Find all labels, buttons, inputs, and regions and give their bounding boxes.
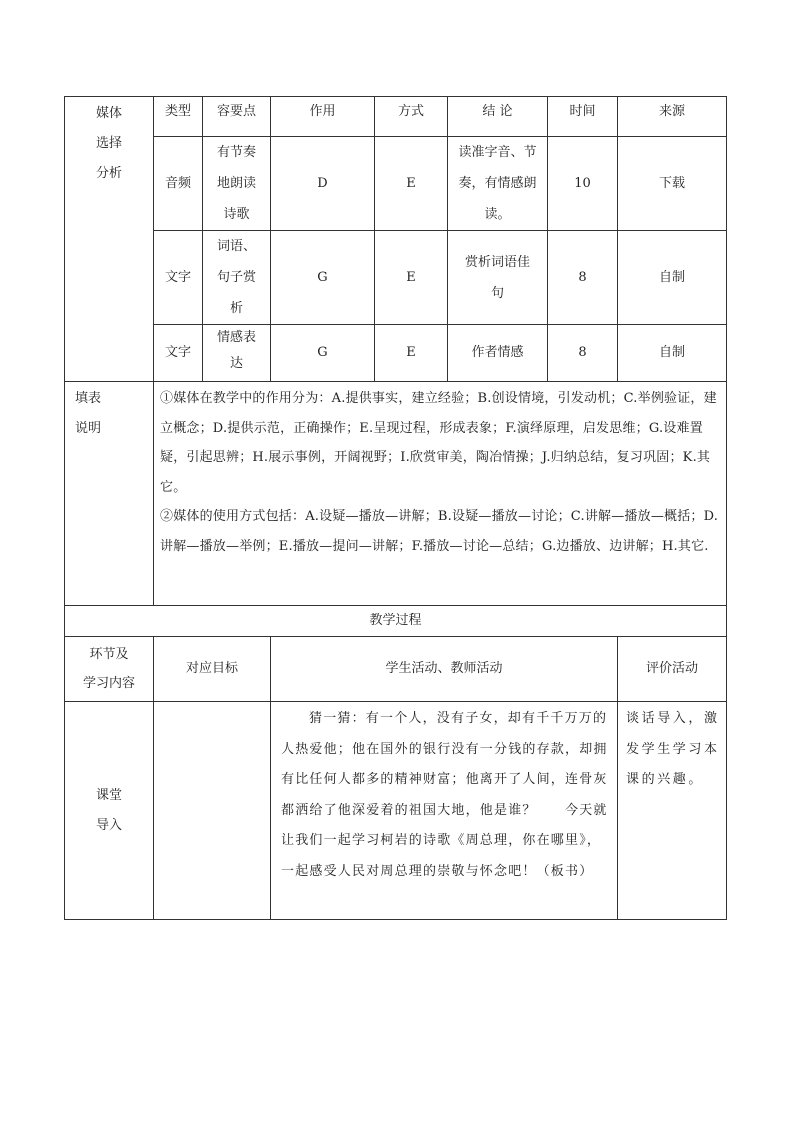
notes-row	[65, 382, 727, 606]
media-conclusion: 赏析词语佳 句	[448, 231, 548, 325]
notes-label: 填表 说明	[65, 382, 154, 606]
notes-paragraph-methods: ②媒体的使用方式包括：A.设疑—播放—讲解；B.设疑—播放—讨论；C.讲解—播放—概括；D.讲解—播放—举例；E.播放—提问—讲解；F.播放—讨论—总结；G.边播放、边讲解；H.其它.	[160, 509, 719, 554]
media-method: E	[375, 325, 448, 382]
process-title: 教学过程	[65, 606, 727, 637]
media-function: G	[271, 325, 375, 382]
media-content: 有节奏 地朗读 诗歌	[203, 137, 271, 231]
media-function: G	[271, 231, 375, 325]
activity-text: 猜一猜：有一个人，没有子女，却有千千万万的人热爱他；他在国外的银行没有一分钱的存款，却拥有比任何人都多的精神财富；他离开了人间，连骨灰都洒给了他深爱着的祖国大地，他是谁？ 今天就让我们一起学习柯岩的诗歌《周总理，你在哪里》，一起感受人民对周总理的崇敬与怀念吧！（板书）	[281, 711, 608, 879]
activity-cell	[271, 702, 618, 920]
notes-paragraph-functions: ①媒体在教学中的作用分为：A.提供事实，建立经验；B.创设情境，引发动机；C.举例验证，建立概念；D.提供示范，正确操作；E.呈现过程，形成表象；F.演绎原理，启发思维；G.设难置疑，引起思辨；H.展示事例，开阔视野；I.欣赏审美，陶冶情操；J.归纳总结，复习巩固；K.其它。	[160, 391, 717, 495]
media-side-label: 媒体 选择 分析	[65, 97, 154, 382]
media-function: D	[271, 137, 375, 231]
media-row	[65, 325, 727, 382]
media-content: 词语、 句子赏 析	[203, 231, 271, 325]
media-time: 8	[548, 325, 618, 382]
media-type: 音频	[154, 137, 203, 231]
notes-text	[154, 382, 727, 606]
process-row-intro	[65, 702, 727, 920]
header-type: 类型	[154, 97, 203, 137]
media-row	[65, 231, 727, 325]
media-source: 自制	[618, 325, 727, 382]
process-title-row	[65, 606, 727, 637]
media-header-row	[65, 97, 727, 137]
evaluation-cell: 谈话导入，激发学生学习本课的兴趣。	[618, 702, 727, 920]
process-header-row	[65, 637, 727, 702]
lesson-plan-page	[64, 96, 726, 920]
header-conclusion: 结 论	[448, 97, 548, 137]
media-time: 8	[548, 231, 618, 325]
header-content: 容要点	[203, 97, 271, 137]
media-source: 下载	[618, 137, 727, 231]
media-conclusion: 作者情感	[448, 325, 548, 382]
media-type: 文字	[154, 231, 203, 325]
media-row	[65, 137, 727, 231]
header-time: 时间	[548, 97, 618, 137]
lesson-plan-table	[64, 96, 727, 920]
media-content: 情感表 达	[203, 325, 271, 382]
media-time: 10	[548, 137, 618, 231]
media-conclusion: 读准字音、节 奏，有情感朗 读。	[448, 137, 548, 231]
header-target: 对应目标	[154, 637, 271, 702]
stage-intro: 课堂 导入	[65, 702, 154, 920]
media-source: 自制	[618, 231, 727, 325]
header-source: 来源	[618, 97, 727, 137]
header-activity: 学生活动、教师活动	[271, 637, 618, 702]
media-type: 文字	[154, 325, 203, 382]
header-evaluation: 评价活动	[618, 637, 727, 702]
media-method: E	[375, 137, 448, 231]
media-method: E	[375, 231, 448, 325]
header-method: 方式	[375, 97, 448, 137]
header-stage: 环节及 学习内容	[65, 637, 154, 702]
header-function: 作用	[271, 97, 375, 137]
target-cell	[154, 702, 271, 920]
